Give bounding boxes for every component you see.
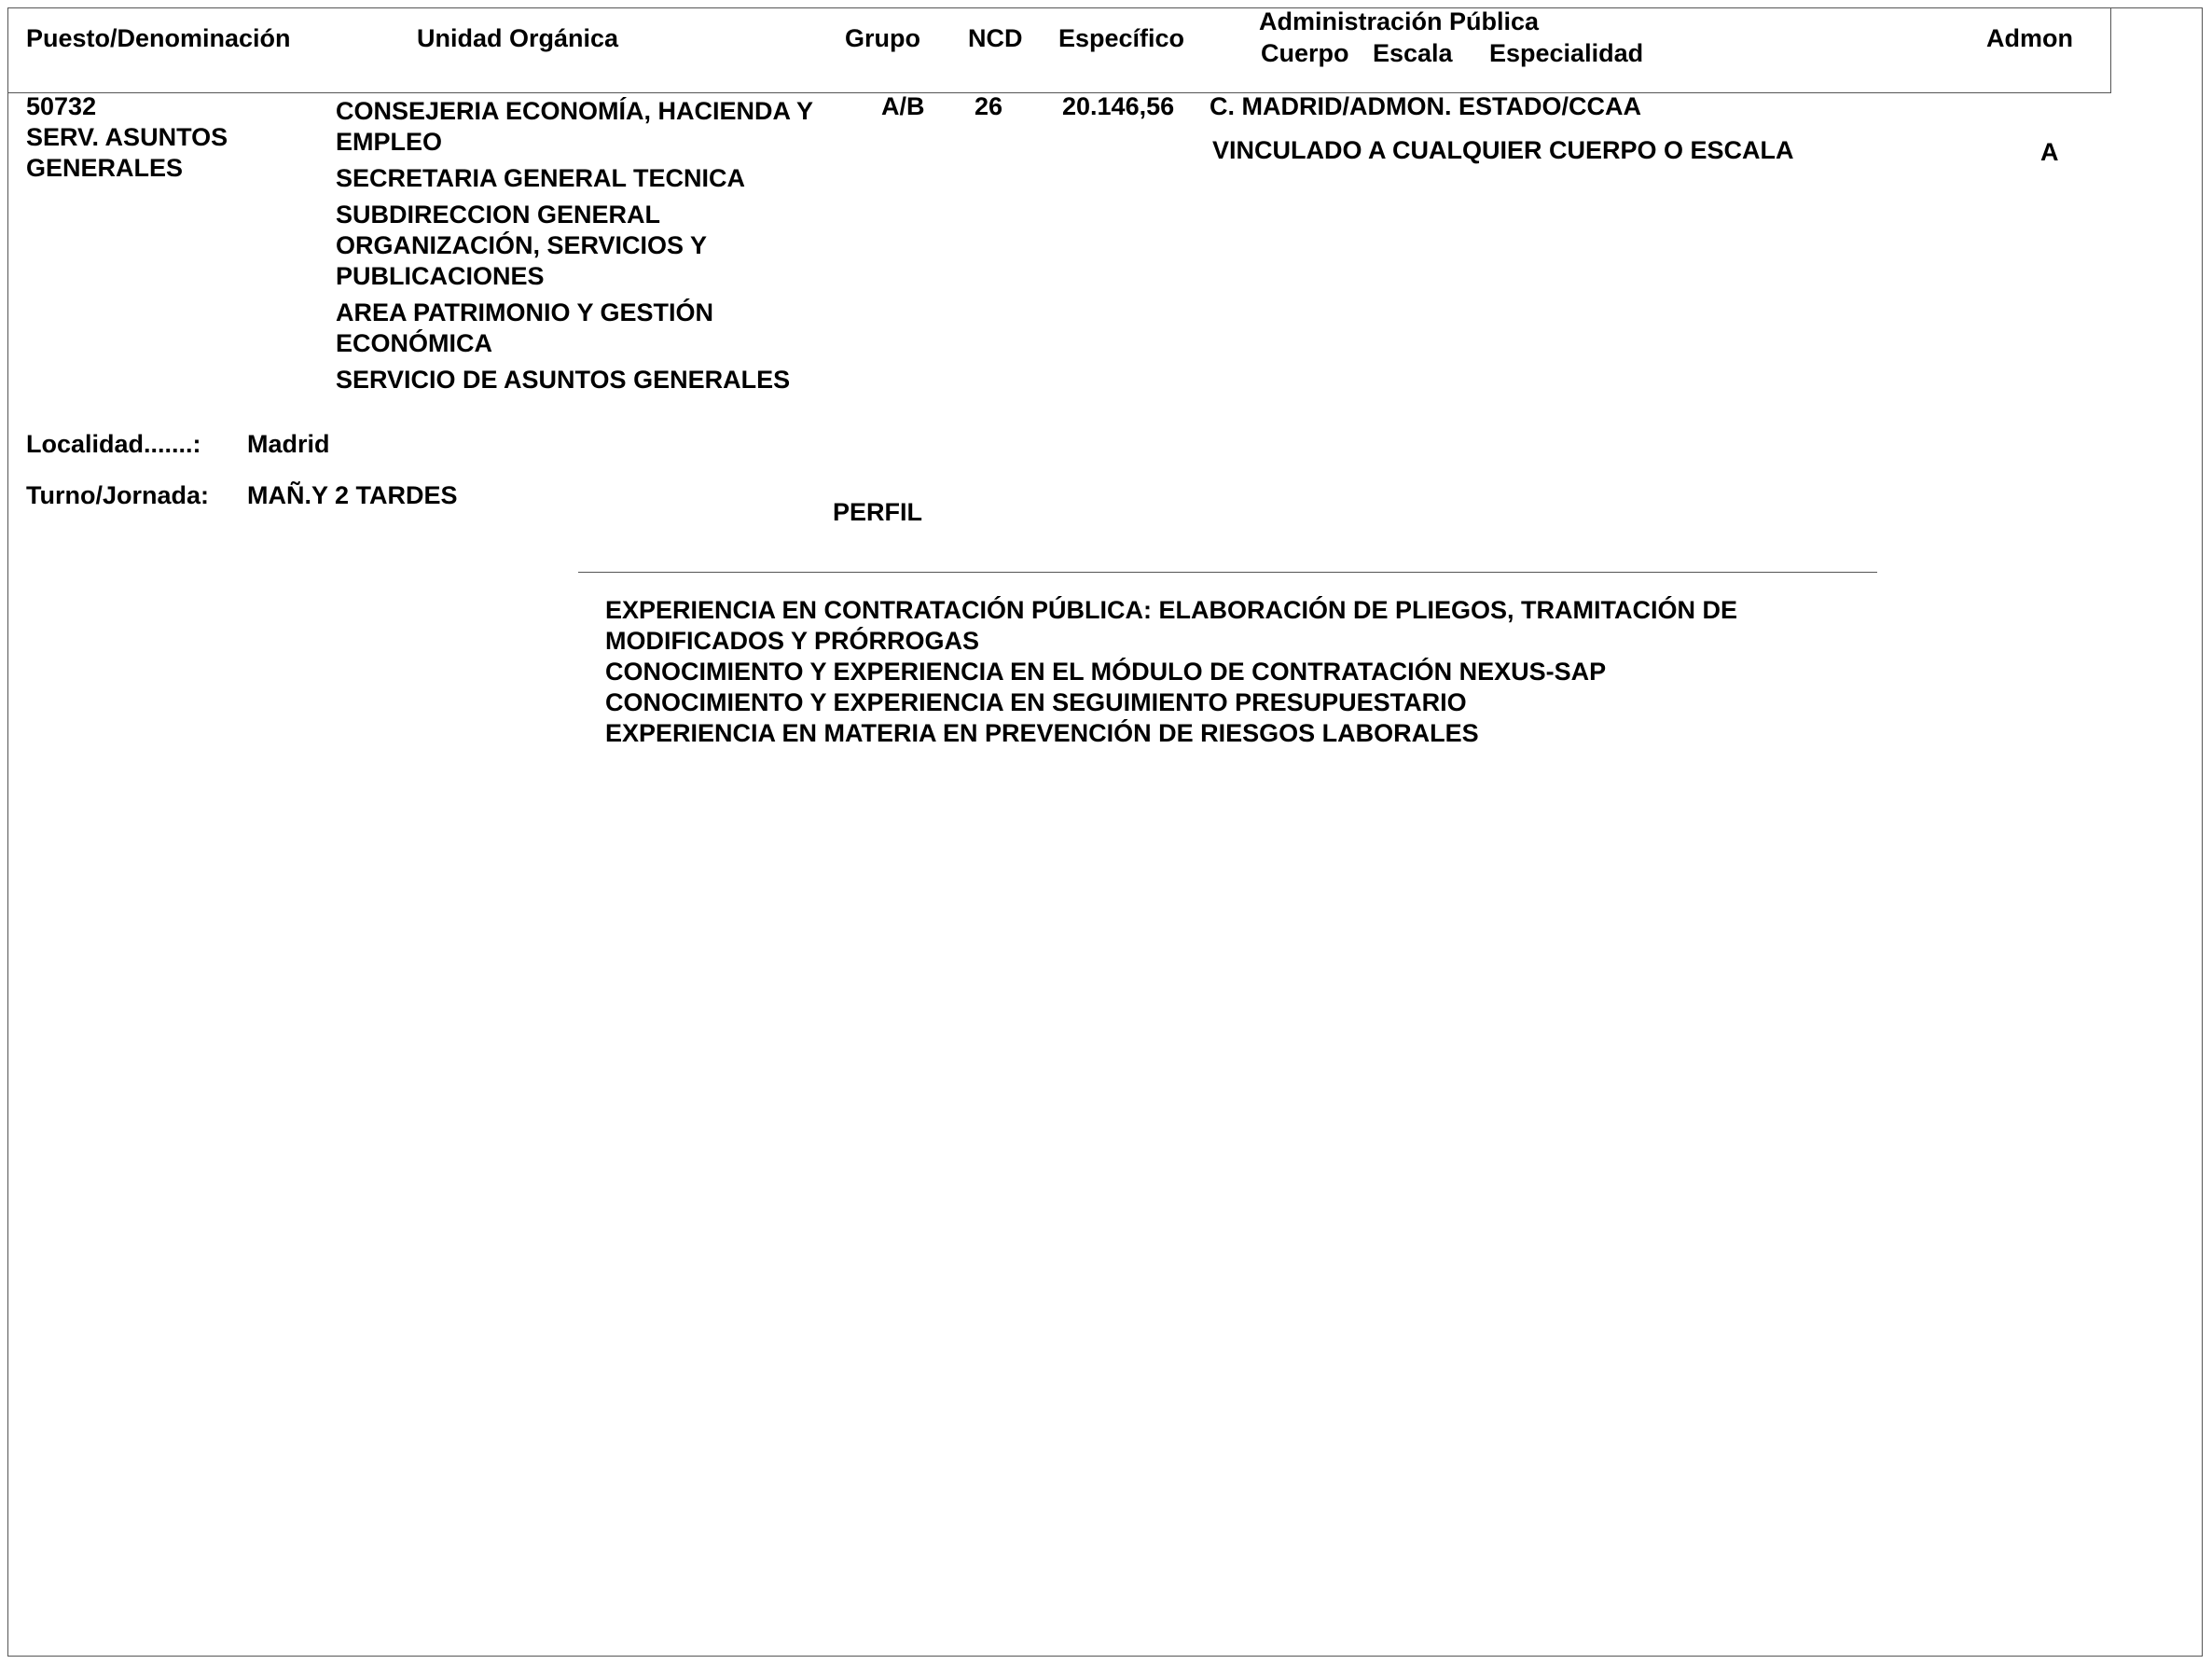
perfil-line: EXPERIENCIA EN CONTRATACIÓN PÚBLICA: ELABORACIÓN DE PLIEGOS, TRAMITACIÓN DE: [605, 596, 1738, 624]
puesto-name-line: SERV. ASUNTOS: [26, 123, 228, 151]
unidad-line: PUBLICACIONES: [336, 262, 545, 290]
perfil-line: CONOCIMIENTO Y EXPERIENCIA EN EL MÓDULO DE CONTRATACIÓN NEXUS-SAP: [605, 658, 1607, 686]
header-admon: Admon: [1986, 24, 2073, 52]
perfil-line: CONOCIMIENTO Y EXPERIENCIA EN SEGUIMIENTO PRESUPUESTARIO: [605, 688, 1467, 716]
unidad-line: SUBDIRECCION GENERAL: [336, 201, 661, 229]
puesto-cell: [26, 91, 228, 184]
unidad-line: SECRETARIA GENERAL TECNICA: [336, 164, 746, 192]
ncd-value: 26: [975, 92, 1003, 120]
header-administracion: Administración Pública: [1259, 7, 1540, 35]
administracion-value: C. MADRID/ADMON. ESTADO/CCAA: [1210, 92, 1641, 120]
header-especialidad: Especialidad: [1489, 39, 1644, 67]
perfil-list: [605, 595, 1737, 749]
turno-value: MAÑ.Y 2 TARDES: [247, 481, 458, 509]
header-especifico: Específico: [1058, 24, 1185, 52]
especifico-value: 20.146,56: [1062, 92, 1175, 120]
header-grupo: Grupo: [845, 24, 920, 52]
header-escala: Escala: [1373, 39, 1453, 67]
perfil-line: MODIFICADOS Y PRÓRROGAS: [605, 627, 980, 655]
unidad-line: AREA PATRIMONIO Y GESTIÓN: [336, 298, 714, 326]
perfil-divider: [578, 572, 1877, 573]
header-ncd: NCD: [968, 24, 1023, 52]
unidad-line: CONSEJERIA ECONOMÍA, HACIENDA Y: [336, 97, 814, 125]
perfil-line: EXPERIENCIA EN MATERIA EN PREVENCIÓN DE RIESGOS LABORALES: [605, 719, 1479, 747]
unidad-cell: [336, 96, 813, 395]
unidad-line: ORGANIZACIÓN, SERVICIOS Y: [336, 231, 708, 259]
puesto-code: 50732: [26, 92, 97, 120]
admon-value: A: [2040, 138, 2059, 166]
turno-label: Turno/Jornada:: [26, 481, 210, 509]
puesto-name-line: GENERALES: [26, 154, 184, 182]
unidad-line: ECONÓMICA: [336, 329, 492, 357]
localidad-value: Madrid: [247, 430, 330, 458]
vinculado-value: VINCULADO A CUALQUIER CUERPO O ESCALA: [1212, 136, 1794, 164]
unidad-line: SERVICIO DE ASUNTOS GENERALES: [336, 366, 791, 394]
grupo-value: A/B: [881, 92, 925, 120]
header-unidad: Unidad Orgánica: [417, 24, 619, 52]
unidad-line: EMPLEO: [336, 128, 443, 156]
perfil-title: PERFIL: [833, 498, 923, 526]
header-cuerpo: Cuerpo: [1261, 39, 1349, 67]
localidad-label: Localidad.......:: [26, 430, 201, 458]
header-puesto: Puesto/Denominación: [26, 24, 291, 52]
